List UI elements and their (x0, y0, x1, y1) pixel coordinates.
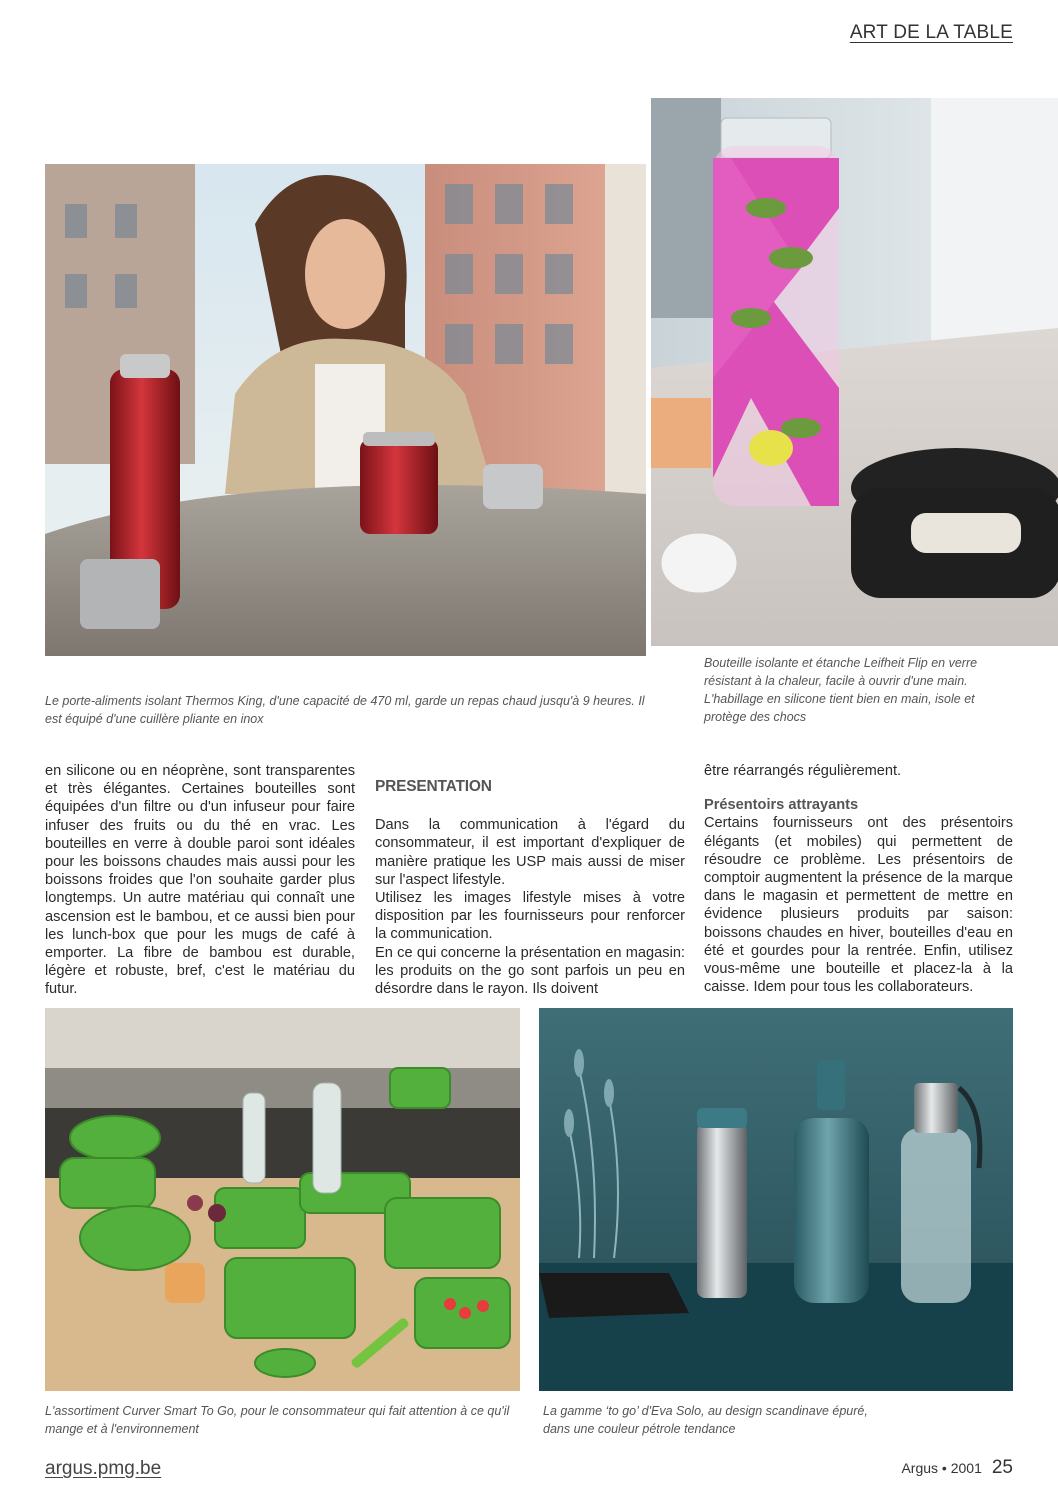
body-column-1 (45, 762, 355, 999)
publication-label: Argus • 2001 (901, 1460, 982, 1476)
paragraph: Utilisez les images lifestyle mises à votre disposition par les fournisseurs pour renforcer la communication. (375, 890, 685, 943)
lunchbox-caption: L'assortiment Curver Smart To Go, pour le consommateur qui fait attention à ce qu'il mange et à l'environnement (45, 1404, 510, 1436)
page-number: 25 (991, 1457, 1013, 1478)
paragraph: Certains fournisseurs ont des présentoirs élégants (et mobiles) qui permettent de résoudre ce problème. Les présentoirs de comptoir augmentent la présence de la marque dans le magasin et permettent de mettre en évidence plusieurs produits par saison: boissons chaudes en hiver, bouteilles d'eau en été et gourdes pour la rentrée. Enfin, utilisez vous-même une bouteille et placez-la à la caisse. Idem pour tous les collaborateurs. (704, 815, 1013, 996)
bottle-photo (651, 98, 1058, 646)
section-heading-presentation: PRESENTATION (375, 778, 492, 795)
paragraph: en silicone ou en néoprène, sont transparentes et très élégantes. Certaines bouteilles sont équipées d'un filtre ou d'un infuseur pour faire infuser des fruits ou du thé en vrac. Les bouteilles en verre à double paroi sont idéales pour les boissons chaudes mais aussi pour les boissons froides que l'on souhaite garder plus longtemps. Un autre matériau qui connaît une ascension est le bambou, et ce aussi bien pour les lunch-box que pour les mugs de café à emporter. La fibre de bambou est durable, légère et robuste, bref, c'est le matériau du futur. (45, 763, 355, 998)
thermos-photo (45, 164, 646, 656)
paragraph: Dans la communication à l'égard du consommateur, il est important d'expliquer de manière pratique les USP mais aussi de miser sur l'aspect lifestyle. (375, 817, 685, 888)
paragraph: être réarrangés régulièrement. (704, 763, 902, 779)
body-column-2 (375, 778, 685, 998)
thermos-caption: Le porte-aliments isolant Thermos King, d'une capacité de 470 ml, garde un repas chaud jusqu'à 9 heures. Il est équipé d'une cuillère pliante en inox (45, 694, 645, 726)
subheading-presentoirs: Présentoirs attrayants (704, 797, 859, 814)
paragraph: En ce qui concerne la présentation en magasin: les produits on the go sont parfois un peu en désordre dans le rayon. Ils doivent (375, 944, 685, 998)
evasolo-caption: La gamme ‘to go’ d'Eva Solo, au design scandinave épuré, dans une couleur pétrole tendance (543, 1404, 868, 1436)
bottle-caption: Bouteille isolante et étanche Leifheit Flip en verre résistant à la chaleur, facile à ouvrir d'une main. L'habillage en silicone tient bien en main, isole et protège des chocs (704, 656, 978, 724)
evasolo-photo (539, 1008, 1013, 1391)
website-link[interactable]: argus.pmg.be (45, 1458, 162, 1479)
section-title: ART DE LA TABLE (849, 22, 1013, 43)
page-footer (901, 1457, 1013, 1479)
body-column-3 (704, 762, 1013, 996)
lunchbox-photo (45, 1008, 520, 1391)
